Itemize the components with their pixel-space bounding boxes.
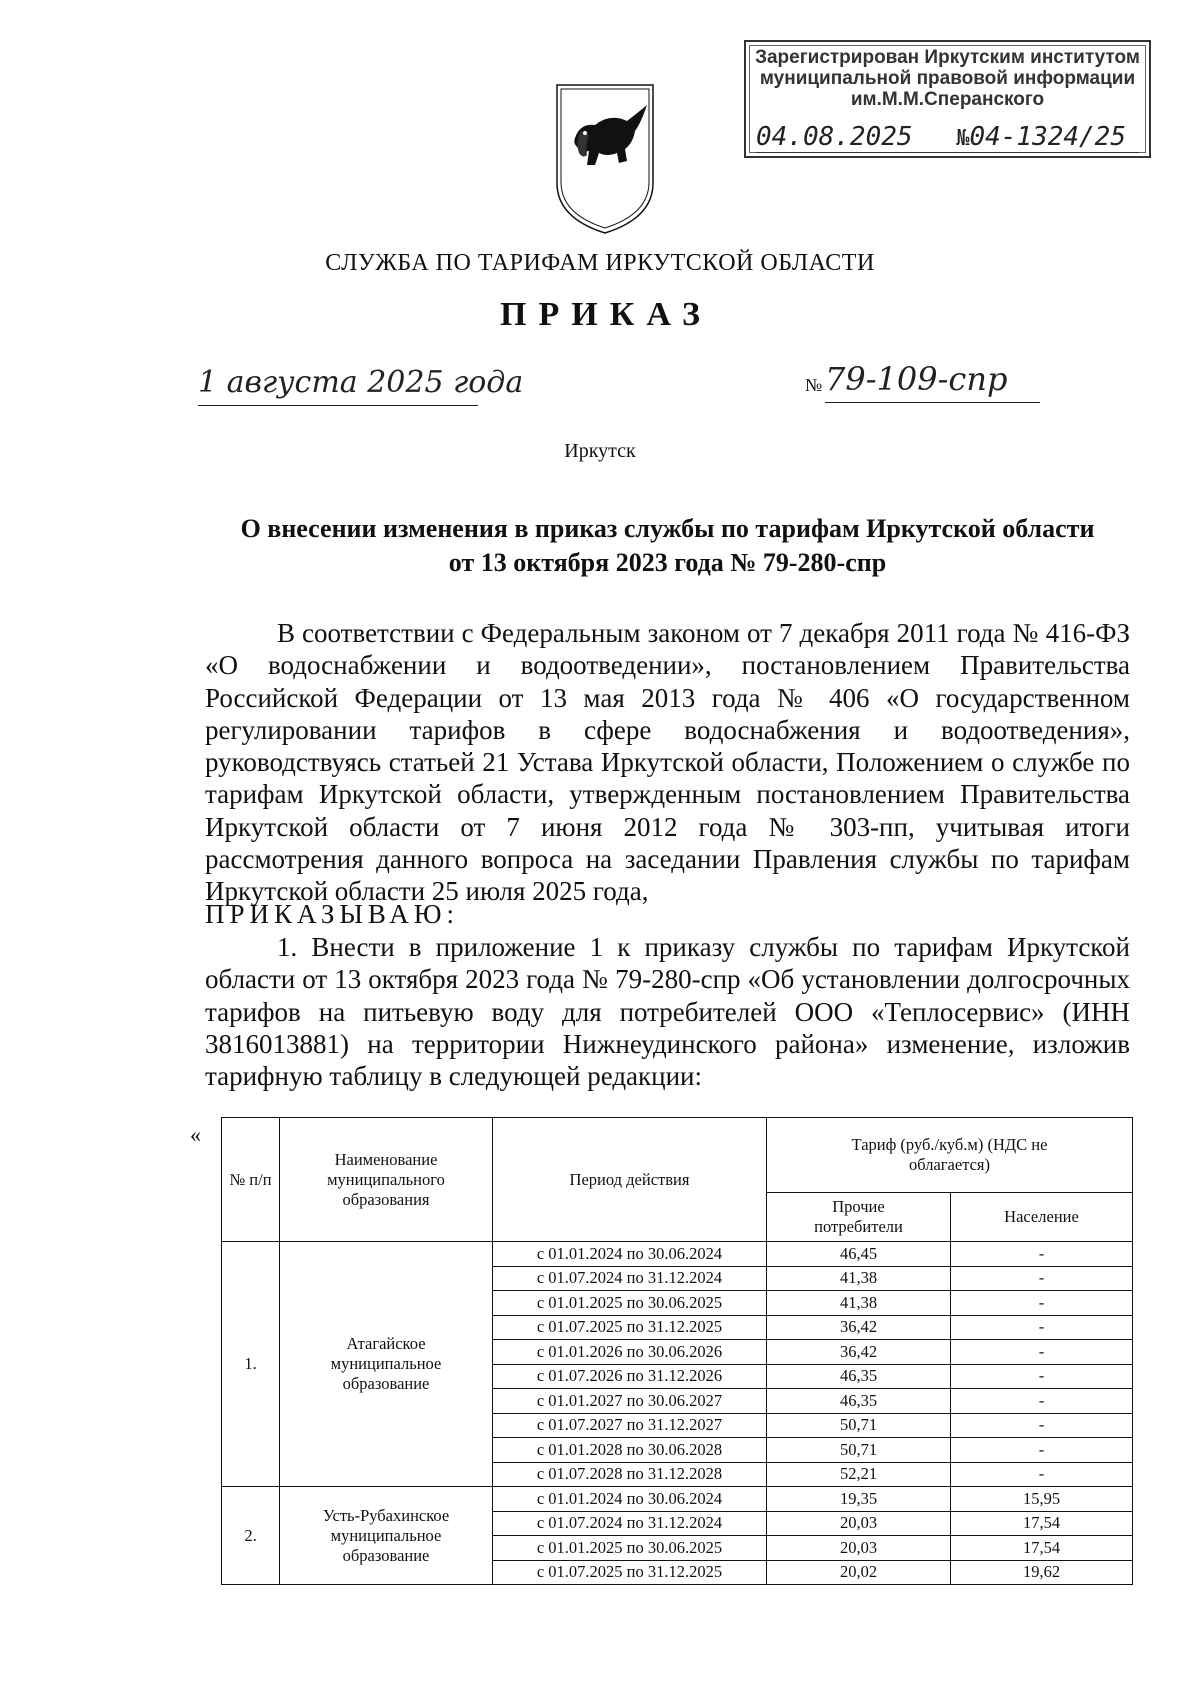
heading-line-1: О внесении изменения в приказ службы по тарифам Иркутской области — [240, 514, 1095, 543]
cell-population: 19,62 — [951, 1560, 1133, 1585]
handwritten-order-number: 79-109-спр — [825, 360, 1008, 398]
cell-municipality: Атагайское муниципальное образование — [280, 1242, 493, 1487]
cell-period: с 01.07.2024 по 31.12.2024 — [493, 1511, 767, 1536]
agency-name: СЛУЖБА ПО ТАРИФАМ ИРКУТСКОЙ ОБЛАСТИ — [325, 250, 875, 276]
stamp-reg-number: 04-1324/25 — [969, 122, 1126, 152]
cell-period: с 01.07.2025 по 31.12.2025 — [493, 1560, 767, 1585]
cell-period: с 01.07.2028 по 31.12.2028 — [493, 1462, 767, 1487]
cell-population: - — [951, 1438, 1133, 1463]
cell-num: 1. — [222, 1242, 280, 1487]
cell-num: 2. — [222, 1487, 280, 1585]
cell-population: - — [951, 1266, 1133, 1291]
document-heading — [205, 512, 1130, 580]
cell-period: с 01.07.2027 по 31.12.2027 — [493, 1413, 767, 1438]
cell-other: 46,35 — [767, 1364, 951, 1389]
quote-open: « — [190, 1122, 201, 1147]
header-period: Период действия — [493, 1118, 767, 1242]
stamp-line-1: Зарегистрирован Иркутским институтом — [755, 47, 1140, 68]
handwritten-date: 1 августа 2025 года — [198, 365, 524, 400]
preamble-text: В соответствии с Федеральным законом от 7 декабря 2011 года № 416-ФЗ «О водоснабжении и водоотведении», постановлением Правительства Российской Федерации от 13 мая 2013 года № 406 «О государственном регулировании тарифов в сфере водоснабжения и водоотведения», руководствуясь статьей 21 Устава Иркутской области, Положением о службе по тарифам Иркутской области, утвержденным постановлением Правительства Иркутской области от 7 июня 2012 года № 303-пп, учитывая итоги рассмотрения данного вопроса на заседании Правления службы по тарифам Иркутской области 25 июля 2025 года, — [205, 618, 1130, 907]
cell-municipality: Усть-Рубахинское муниципальное образование — [280, 1487, 493, 1585]
cell-period: с 01.01.2024 по 30.06.2024 — [493, 1487, 767, 1512]
number-underline — [825, 402, 1040, 403]
header-tariff: Тариф (руб./куб.м) (НДС не облагается) — [767, 1118, 1133, 1193]
cell-period: с 01.01.2028 по 30.06.2028 — [493, 1438, 767, 1463]
stamp-line-3: им.М.М.Сперанского — [850, 89, 1045, 110]
cell-period: с 01.07.2024 по 31.12.2024 — [493, 1266, 767, 1291]
city: Иркутск — [564, 440, 636, 462]
irkutsk-coat-of-arms-icon — [555, 83, 655, 235]
cell-other: 41,38 — [767, 1266, 951, 1291]
header-population: Население — [951, 1193, 1133, 1242]
cell-other: 41,38 — [767, 1291, 951, 1316]
tariff-table — [221, 1117, 1133, 1585]
cell-period: с 01.01.2024 по 30.06.2024 — [493, 1242, 767, 1267]
cell-period: с 01.01.2027 по 30.06.2027 — [493, 1389, 767, 1414]
cell-population: - — [951, 1291, 1133, 1316]
item-1-paragraph — [205, 931, 1130, 1092]
cell-period: с 01.01.2025 по 30.06.2025 — [493, 1291, 767, 1316]
heading-line-2: от 13 октября 2023 года № 79-280-спр — [448, 548, 887, 577]
cell-population: - — [951, 1315, 1133, 1340]
order-word: ПРИКАЗЫВАЮ: — [205, 899, 459, 929]
cell-other: 36,42 — [767, 1340, 951, 1365]
header-other-consumers: Прочие потребители — [767, 1193, 951, 1242]
cell-other: 46,35 — [767, 1389, 951, 1414]
cell-other: 50,71 — [767, 1413, 951, 1438]
cell-population: - — [951, 1364, 1133, 1389]
cell-period: с 01.07.2026 по 31.12.2026 — [493, 1364, 767, 1389]
cell-population: - — [951, 1389, 1133, 1414]
item-1-text: 1. Внести в приложение 1 к приказу службы по тарифам Иркутской области от 13 октября 2023 года № 79-280-спр «Об установлении долгосрочных тарифов на питьевую воду для потребителей ООО «Теплосервис» (ИНН 3816013881) на территории Нижнеудинского района» изменение, изложив тарифную таблицу в следующей редакции: — [205, 932, 1130, 1092]
stamp-registration — [756, 122, 1139, 152]
cell-other: 19,35 — [767, 1487, 951, 1512]
cell-other: 20,02 — [767, 1560, 951, 1585]
stamp-reg-no-label: № — [956, 126, 970, 151]
cell-other: 46,45 — [767, 1242, 951, 1267]
registration-stamp — [744, 40, 1151, 158]
order-number-label: № — [805, 375, 823, 395]
cell-other: 36,42 — [767, 1315, 951, 1340]
table-row — [222, 1242, 1133, 1267]
cell-period: с 01.01.2026 по 30.06.2026 — [493, 1340, 767, 1365]
header-municipality: Наименование муниципального образования — [280, 1118, 493, 1242]
cell-other: 20,03 — [767, 1511, 951, 1536]
cell-other: 20,03 — [767, 1536, 951, 1561]
cell-population: 15,95 — [951, 1487, 1133, 1512]
cell-population: - — [951, 1340, 1133, 1365]
table-row — [222, 1487, 1133, 1512]
preamble-paragraph — [205, 617, 1130, 908]
cell-other: 52,21 — [767, 1462, 951, 1487]
stamp-underline — [756, 152, 1139, 153]
cell-population: - — [951, 1242, 1133, 1267]
cell-population: 17,54 — [951, 1536, 1133, 1561]
header-num: № п/п — [222, 1118, 280, 1242]
cell-other: 50,71 — [767, 1438, 951, 1463]
stamp-line-2: муниципальной правовой информации — [759, 68, 1136, 89]
stamp-reg-date: 04.08.2025 — [756, 122, 913, 152]
cell-period: с 01.01.2025 по 30.06.2025 — [493, 1536, 767, 1561]
cell-population: - — [951, 1413, 1133, 1438]
document-type: ПРИКАЗ — [500, 296, 712, 333]
cell-population: 17,54 — [951, 1511, 1133, 1536]
cell-population: - — [951, 1462, 1133, 1487]
date-underline — [198, 405, 478, 406]
cell-period: с 01.07.2025 по 31.12.2025 — [493, 1315, 767, 1340]
